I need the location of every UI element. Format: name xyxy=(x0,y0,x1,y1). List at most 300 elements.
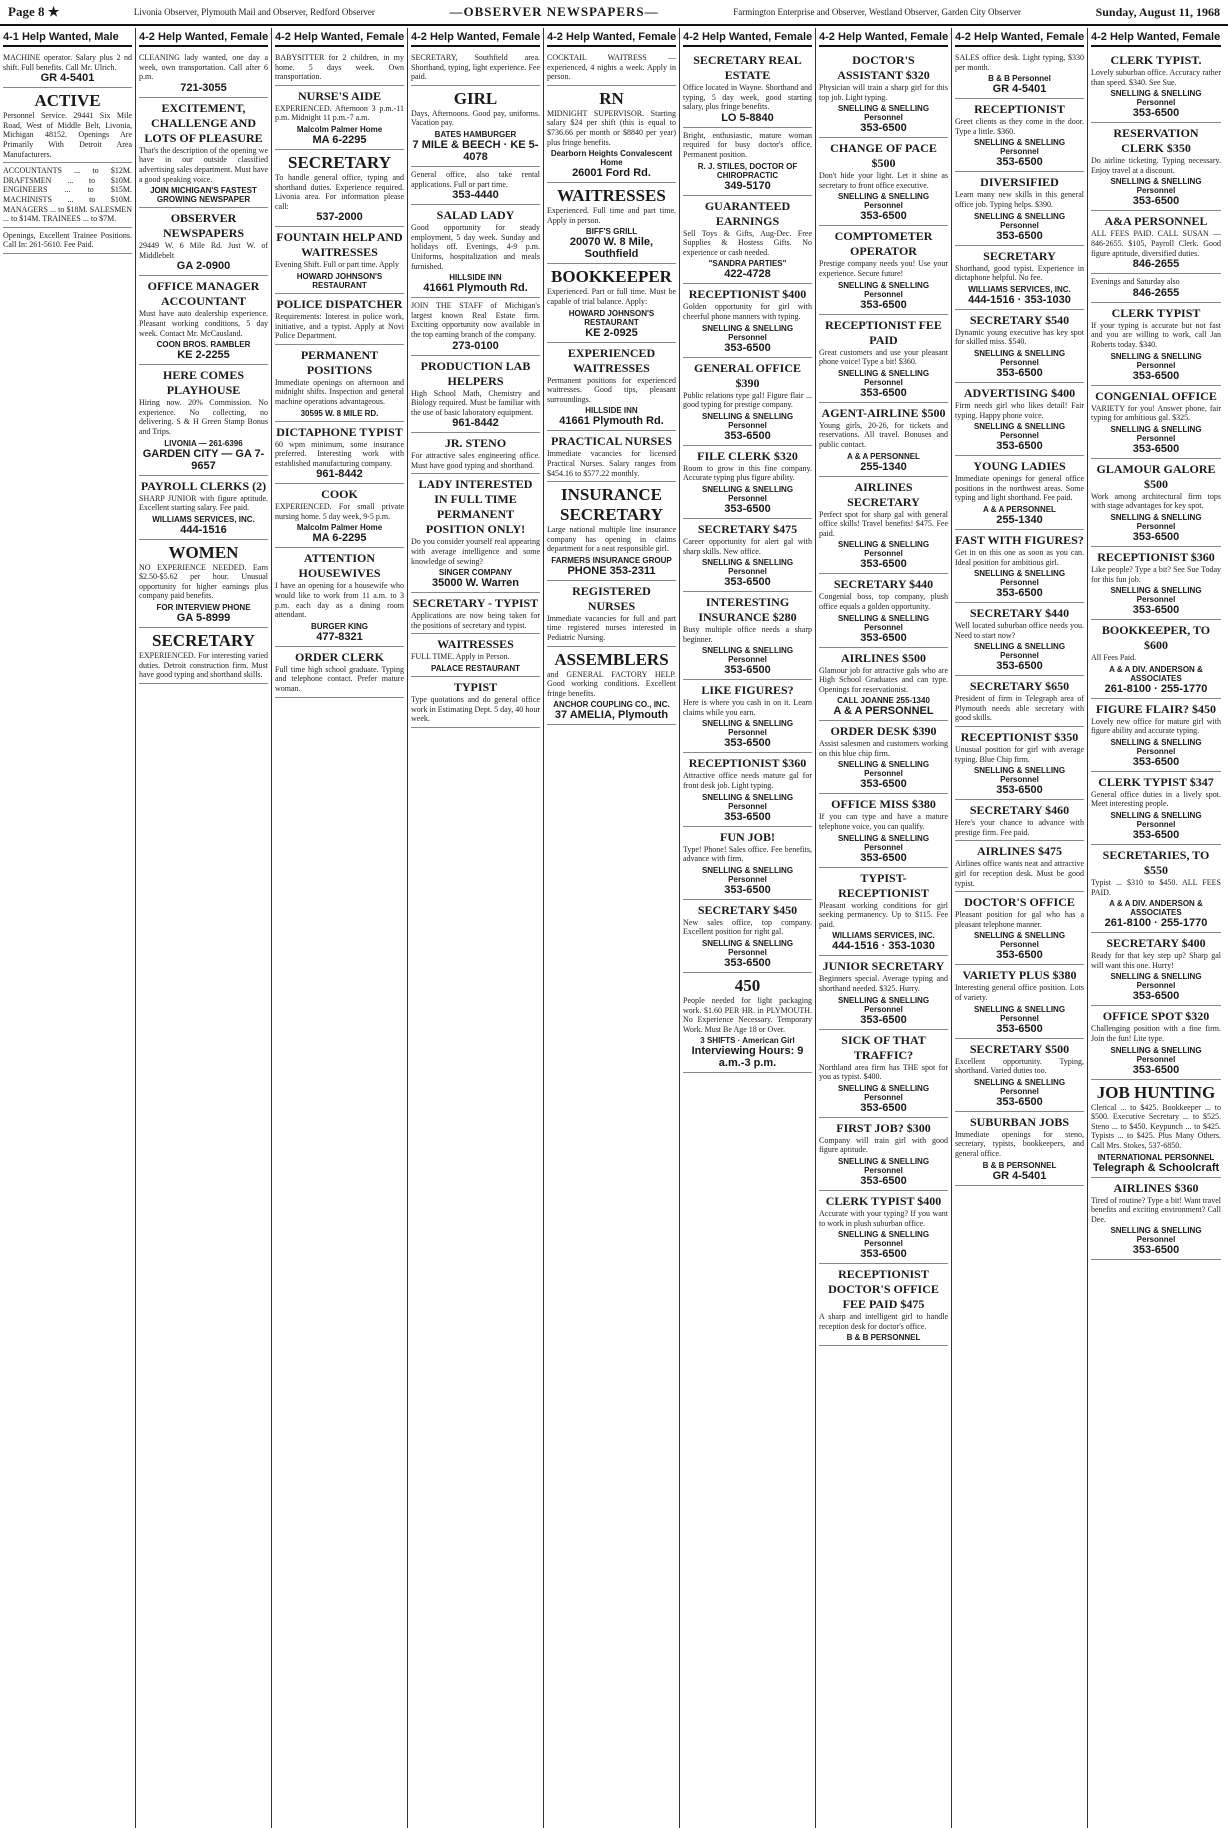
ad-title: SECRETARY $540 xyxy=(969,312,1070,327)
ad-advertiser: SNELLING & SNELLING Personnel xyxy=(837,833,930,852)
classified-ad xyxy=(683,753,812,826)
ad-advertiser: SNELLING & SNELLING Personnel xyxy=(837,368,930,387)
ad-advertiser: BURGER KING xyxy=(311,621,368,631)
ad-contact: 353-6500 xyxy=(860,778,907,791)
ad-advertiser: SNELLING & SNELLING Personnel xyxy=(973,138,1066,157)
ad-body: Interesting general office position. Lots of variety. xyxy=(955,983,1084,1002)
classified-ad xyxy=(955,1112,1084,1186)
ad-body: Young girls, 20-26, for tickets and reservations. All travel. Bonuses and public contact. xyxy=(819,420,948,449)
ad-body: Attractive office needs mature gal for front desk job. Light typing. xyxy=(683,771,812,791)
ad-body: Openings, Excellent Trainee Positions. Call In: 261-5610. Fee Paid. xyxy=(3,230,132,250)
ad-title: AGENT-AIRLINE $500 xyxy=(821,405,946,420)
ad-contact: GARDEN CITY — GA 7-9657 xyxy=(142,447,265,472)
ad-body: Applications are now being taken for the positions of secretary and typist. xyxy=(411,611,540,630)
classified-ad xyxy=(819,226,948,314)
classified-ad xyxy=(819,794,948,867)
ad-body: Great customers and use your pleasant phone voice! Type a bit! $360. xyxy=(819,347,948,367)
classified-ad xyxy=(547,647,676,726)
ad-title: RECEPTIONIST $400 xyxy=(688,287,807,302)
ad-title: ASSEMBLERS xyxy=(554,649,669,669)
ad-body: Sell Toys & Gifts, Aug-Dec. Free Supplies & Hostess Gifts. No experience or cash needed. xyxy=(683,228,812,257)
classified-column xyxy=(272,28,408,1828)
ad-title: JOB HUNTING xyxy=(1096,1082,1216,1102)
ad-advertiser: SNELLING & SNELLING Personnel xyxy=(1110,737,1202,756)
ad-body: New sales office, top company. Excellent position for right gal. xyxy=(683,917,812,937)
ad-body: Large national multiple line insurance company has opening in claims department for a neat responsible girl. xyxy=(547,525,676,554)
ad-body: SECRETARY, Southfield area. Shorthand, typing, light experience. Fee paid. xyxy=(411,53,540,82)
classified-ad xyxy=(275,345,404,422)
ad-body: People needed for light packaging work. $1.60 PER HR. in PLYMOUTH. No Experience Necessary. Temporary Work. Must Be Age 18 or Over. xyxy=(683,996,812,1034)
classified-ad xyxy=(683,284,812,357)
classified-ad xyxy=(139,98,268,208)
ad-body: Assist salesmen and customers working on this blue chip firm. xyxy=(819,739,948,758)
ad-title: RECEPTIONIST xyxy=(974,102,1065,117)
classified-ad xyxy=(1091,274,1221,303)
ad-body: Northland area firm has THE spot for you as typist. $400. xyxy=(819,1062,948,1082)
ad-advertiser: FOR INTERVIEW PHONE xyxy=(156,603,251,613)
ad-title: YOUNG LADIES xyxy=(973,459,1066,474)
ad-body: That's the description of the opening we have in our outside classified advertising sales department. Must have a good speaking voice. xyxy=(139,145,268,184)
ad-title: REGISTERED NURSES xyxy=(572,583,651,613)
section-header: 4-2 Help Wanted, Female xyxy=(411,29,540,47)
ad-advertiser: SNELLING & SNELLING Personnel xyxy=(837,1157,930,1175)
ad-body: Congenial boss, top company, plush office equals a golden opportunity. xyxy=(819,592,948,611)
ad-advertiser: SNELLING & SNELLING Personnel xyxy=(701,865,794,884)
classified-ad xyxy=(819,403,948,477)
ad-body: Room to grow in this fine company. Accurate typing plus figure ability. xyxy=(683,463,812,483)
classified-ad xyxy=(411,298,540,355)
ad-body: Lovely suburban office. Accuracy rather than speed. $340. See Sue. xyxy=(1091,68,1221,87)
classified-ad xyxy=(1091,386,1221,459)
ad-body: Beginners special. Average typing and shorthand needed. $325. Hurry. xyxy=(819,974,948,994)
classified-ad xyxy=(1091,1080,1221,1178)
ad-body: Immediate openings for general office positions in the northwest areas. Some typing and light shorthand. Fee paid. xyxy=(955,474,1084,503)
ad-advertiser: SNELLING & SNELLING Personnel xyxy=(973,348,1066,367)
ad-body: Requirements: Interest in police work, initiative, and a typist. Apply at Novi Police Department. xyxy=(275,311,404,341)
ad-advertiser: Malcolm Palmer Home xyxy=(296,124,383,134)
ad-title: RECEPTIONIST $350 xyxy=(960,730,1079,745)
ad-advertiser: SNELLING & SNELLING Personnel xyxy=(973,211,1066,230)
ad-contact: 961-8442 xyxy=(316,468,363,481)
ad-body: Learn many new skills in this general office job. Typing helps. $390. xyxy=(955,190,1084,209)
ad-body: Pleasant working conditions for girl seeking permanency. Up to $115. Fee paid. xyxy=(819,900,948,929)
ad-advertiser: BATES HAMBURGER xyxy=(434,129,517,139)
ad-body: Typist ... $310 to $450. ALL FEES PAID. xyxy=(1091,878,1221,897)
ad-body: ALL FEES PAID. CALL SUSAN — 846-2655. $105, Payroll Clerk. Good figure aptitude, diversified duties. xyxy=(1091,229,1221,258)
ad-advertiser: SNELLING & SNELLING Personnel xyxy=(1110,424,1202,443)
ad-body: EXPERIENCED. For interesting varied duties. Detroit construction firm. Must have good typing and shorthand skills. xyxy=(139,651,268,680)
ad-body: Clerical ... to $425. Bookkeeper ... to $500. Executive Secretary ... to $525. Steno ... to $450. Keypunch ... to $425. Typists ... to $425. Plus Many Others. Call Mrs. Stokes, 537-6850. xyxy=(1091,1102,1221,1150)
ad-title: BOOKKEEPER, TO $600 xyxy=(1101,623,1211,653)
ad-contact: 353-6500 xyxy=(996,949,1043,962)
ad-contact: 961-8442 xyxy=(452,417,499,430)
ad-title: ACTIVE xyxy=(34,91,101,111)
ad-title: AIRLINES $500 xyxy=(840,650,927,665)
ad-contact: 721-3055 xyxy=(180,81,227,94)
ad-title: WAITRESSES xyxy=(557,186,666,206)
ad-body: CLEANING lady wanted, one day a week, own transportation. Call after 6 p.m. xyxy=(139,53,268,82)
classified-column xyxy=(680,28,816,1828)
ad-body: Challenging position with a fine firm. Join the fun! Lite type. xyxy=(1091,1024,1221,1044)
ad-advertiser: B & B Personnel xyxy=(988,74,1051,84)
classified-ad xyxy=(683,128,812,196)
ad-body: Greet clients as they come in the door. Type a little. $360. xyxy=(955,117,1084,136)
classified-ad xyxy=(547,431,676,482)
classified-ad xyxy=(1091,1006,1221,1079)
ad-contact: MA 6-2295 xyxy=(312,532,367,545)
classified-ad xyxy=(139,50,268,98)
ad-body: If you can type and have a mature telephone voice, you can qualify. xyxy=(819,812,948,832)
ad-body: Immediate vacancies for licensed Practical Nurses. Salary ranges from $454.16 to $577.22 monthly. xyxy=(547,449,676,478)
classified-ad xyxy=(819,868,948,957)
ad-title: ADVERTISING $400 xyxy=(963,385,1076,400)
classified-ad xyxy=(683,680,812,753)
ad-body: Career opportunity for alert gal with sharp skills. New office. xyxy=(683,536,812,556)
ad-title: DICTAPHONE TYPIST xyxy=(276,424,403,439)
ad-contact: 353-6500 xyxy=(724,429,771,442)
ad-body: Lovely new office for mature girl with figure ability and accurate typing. xyxy=(1091,716,1221,736)
ad-contact: 444-1516 · 353-1030 xyxy=(968,293,1071,306)
ad-body: Airlines office wants neat and attractive girl for reception desk. Must be good typist. xyxy=(955,859,1084,888)
ad-title: FILE CLERK $320 xyxy=(697,448,798,463)
ad-body: and GENERAL FACTORY HELP. Good working conditions. Excellent fringe benefits. xyxy=(547,669,676,698)
ad-title: RECEPTIONIST $360 xyxy=(1097,549,1215,564)
newspaper-brand: —OBSERVER NEWSPAPERS— xyxy=(449,4,659,19)
classified-ad xyxy=(411,677,540,728)
classified-ad xyxy=(819,1264,948,1346)
ad-title: CONGENIAL OFFICE xyxy=(1095,388,1217,403)
ad-body: Accurate with your typing? If you want to work in plush suburban office. xyxy=(819,1209,948,1228)
ad-advertiser: SNELLING & SNELLING Personnel xyxy=(837,104,930,123)
ad-contact: 353-6500 xyxy=(860,298,907,311)
ad-body: COCKTAIL WAITRESS — experienced, 4 nights a week. Apply in person. xyxy=(547,53,676,82)
ad-title: OFFICE SPOT $320 xyxy=(1102,1009,1210,1024)
ad-contact: 353-6500 xyxy=(1132,990,1180,1003)
ad-title: CLERK TYPIST. xyxy=(1110,53,1202,67)
classified-ad xyxy=(1091,211,1221,274)
ad-body: Evenings and Saturday also xyxy=(1091,277,1180,287)
classified-column xyxy=(544,28,680,1828)
ad-body: Type! Phone! Sales office. Fee benefits, advance with firm. xyxy=(683,844,812,864)
classified-ad xyxy=(411,634,540,677)
ad-contact: 353-6500 xyxy=(860,1175,907,1187)
classified-ad xyxy=(819,138,948,226)
ad-contact: 353-6500 xyxy=(996,229,1043,242)
classified-ad xyxy=(411,86,540,167)
classified-ad xyxy=(547,183,676,264)
classified-ad xyxy=(955,841,1084,892)
ad-advertiser: B & B PERSONNEL xyxy=(982,1160,1057,1170)
classified-ad xyxy=(411,474,540,593)
ad-advertiser: R. J. STILES, DOCTOR OF CHIROPRACTIC xyxy=(697,161,798,180)
ad-title: WAITRESSES xyxy=(437,637,514,652)
classified-ad xyxy=(819,721,948,794)
ad-advertiser: SNELLING & SNELLING Personnel xyxy=(837,192,930,211)
ad-body: Days, Afternoons. Good pay, uniforms. Vacation pay. xyxy=(411,108,540,128)
ad-contact: 353-6500 xyxy=(1132,604,1180,617)
classified-column xyxy=(1088,28,1224,1828)
ad-body: EXPERIENCED. Afternoon 3 p.m.-11 p.m. Midnight 11 p.m.-7 a.m. xyxy=(275,103,404,123)
classified-ad xyxy=(411,167,540,205)
classified-ad xyxy=(683,196,812,285)
ad-contact: 353-6500 xyxy=(724,883,771,896)
ad-advertiser: SNELLING & SNELLING Personnel xyxy=(837,280,930,299)
classified-ad xyxy=(1091,303,1221,386)
classified-ad xyxy=(139,476,268,540)
ad-contact: 41661 Plymouth Rd. xyxy=(559,415,664,428)
ad-body: Firm needs girl who likes detail! Fair typing. Happy phone voice. xyxy=(955,400,1084,420)
ad-title: BOOKKEEPER xyxy=(551,267,672,287)
classified-ad xyxy=(139,276,268,365)
ad-advertiser: WILLIAMS SERVICES, INC. xyxy=(832,931,935,941)
ad-advertiser: SNELLING & SNELLING Personnel xyxy=(701,411,794,430)
classified-ad xyxy=(955,99,1084,172)
classified-ad xyxy=(955,727,1084,800)
section-header: 4-2 Help Wanted, Female xyxy=(139,29,268,47)
ad-body: All Fees Paid. xyxy=(1091,653,1137,663)
ad-title: VARIETY PLUS $380 xyxy=(962,968,1077,983)
classified-columns xyxy=(0,28,1228,1828)
ad-body: ACCOUNTANTS ... to $12M. DRAFTSMEN ... to $10M. ENGINEERS ... to $15M. MACHINISTS ... to $10M. MANAGERS ... to $18M. SALESMEN ... to $14M. TRAINEES ... to $7M. xyxy=(3,166,132,224)
classified-ad xyxy=(819,50,948,138)
classified-ad xyxy=(955,676,1084,727)
ad-advertiser: SNELLING & SNELLING Personnel xyxy=(973,1077,1066,1096)
ad-contact: 261-8100 · 255-1770 xyxy=(1104,917,1208,930)
ad-title: COOK xyxy=(321,487,358,502)
ad-contact: 353-6500 xyxy=(996,366,1043,379)
classified-column xyxy=(816,28,952,1828)
ad-title: RECEPTIONIST $360 xyxy=(688,756,807,771)
ad-body: For attractive sales engineering office. Must have good typing and shorthand. xyxy=(411,451,540,470)
ad-body: A sharp and intelligent girl to handle reception desk for doctor's office. xyxy=(819,1312,948,1331)
ad-advertiser: WILLIAMS SERVICES, INC. xyxy=(968,284,1071,294)
ad-title: FUN JOB! xyxy=(720,829,775,844)
classified-ad xyxy=(547,264,676,342)
ad-advertiser: FARMERS INSURANCE GROUP xyxy=(551,555,672,565)
ad-title: SECRETARY $650 xyxy=(969,679,1070,694)
ad-contact: Interviewing Hours: 9 a.m.-3 p.m. xyxy=(691,1045,804,1070)
ad-contact: 353-6500 xyxy=(724,957,771,970)
ad-contact: 353-4440 xyxy=(452,189,499,202)
section-header: 4-2 Help Wanted, Female xyxy=(547,29,676,47)
ad-body: Do you consider yourself real appearing with average intelligence and some knowledge of sewing? xyxy=(411,537,540,566)
ad-contact: 353-6500 xyxy=(1132,1063,1180,1076)
ad-title: PAYROLL CLERKS (2) xyxy=(140,478,267,493)
ad-advertiser: SNELLING & SNELLING Personnel xyxy=(973,642,1066,661)
ad-contact: 353-6500 xyxy=(1132,755,1180,768)
ad-body: Full time high school graduate. Typing and telephone contact. Prefer mature woman. xyxy=(275,664,404,694)
ad-title: SECRETARY $500 xyxy=(969,1041,1070,1056)
ad-contact: LO 5-8840 xyxy=(721,111,774,124)
ad-contact: 41661 Plymouth Rd. xyxy=(423,282,528,295)
ad-advertiser: CALL JOANNE 255-1340 xyxy=(837,696,930,706)
classified-ad xyxy=(819,477,948,575)
ad-body: High School Math, Chemistry and Biology required. Must be familiar with the use of basic laboratory equipment. xyxy=(411,388,540,417)
classified-ad xyxy=(547,581,676,647)
classified-ad xyxy=(275,227,404,294)
ad-body: 60 wpm minimum, some insurance preferred. Interesting work with established manufacturing company. xyxy=(275,439,404,468)
ad-advertiser: INTERNATIONAL PERSONNEL xyxy=(1097,1152,1215,1162)
ad-contact: Telegraph & Schoolcraft xyxy=(1092,1161,1220,1174)
ad-title: SECRETARIES, TO $550 xyxy=(1102,848,1210,878)
ad-body: Hiring now. 20% Commission. No experience. No collecting, no delivering. S & H Green Stamp Bonus and Trips. xyxy=(139,398,268,436)
classified-ad xyxy=(1091,1178,1221,1261)
classified-ad xyxy=(955,603,1084,676)
classified-ad xyxy=(3,163,132,228)
ad-contact: 353-6500 xyxy=(724,502,771,515)
ad-body: Company will train girl with good figure aptitude. xyxy=(819,1135,948,1155)
classified-ad xyxy=(139,628,268,684)
ad-contact: 353-6500 xyxy=(1132,829,1180,842)
ad-title: TYPIST-RECEPTIONIST xyxy=(838,870,929,900)
classified-ad xyxy=(411,433,540,474)
ad-contact: 353-6500 xyxy=(996,660,1043,673)
ad-contact: 255-1340 xyxy=(996,513,1043,526)
ad-contact: 444-1516 · 353-1030 xyxy=(832,940,935,953)
ad-advertiser: JOIN MICHIGAN'S FASTEST GROWING NEWSPAPER xyxy=(150,186,257,205)
ad-title: SICK OF THAT TRAFFIC? xyxy=(841,1032,926,1062)
ad-contact: 349-5170 xyxy=(724,179,771,192)
ad-body: Do airline ticketing. Typing necessary. Enjoy travel at a discount. xyxy=(1091,156,1221,175)
classified-ad xyxy=(955,456,1084,530)
ad-advertiser: A & A PERSONNEL xyxy=(847,451,920,461)
ad-title: SECRETARY $460 xyxy=(969,803,1070,818)
ad-title: JR. STENO xyxy=(444,436,507,451)
ad-body: Immediate openings for steno, secretary, typists, bookkeepers, and general office. xyxy=(955,1129,1084,1158)
ad-advertiser: SNELLING & SNELLING Personnel xyxy=(701,484,794,503)
ad-body: Unusual position for girl with average typing. Blue Chip firm. xyxy=(955,745,1084,764)
ad-title: A&A PERSONNEL xyxy=(1104,214,1208,229)
ad-body: Office located in Wayne. Shorthand and typing, 5 day week, good starting salary, plus fringe benefits. xyxy=(683,83,812,112)
classified-ad xyxy=(683,519,812,592)
classified-ad xyxy=(547,50,676,86)
classified-ad xyxy=(683,50,812,128)
ad-contact: 353-6500 xyxy=(860,1013,907,1026)
ad-title: TYPIST xyxy=(453,680,498,695)
ad-title: SECRETARY xyxy=(288,152,391,172)
ad-advertiser: HILLSIDE INN xyxy=(585,406,638,416)
ad-contact: 353-6500 xyxy=(724,341,771,354)
ad-contact: 26001 Ford Rd. xyxy=(572,167,651,180)
ad-body: Physician will train a sharp girl for this top job. Light typing. xyxy=(819,83,948,102)
ad-advertiser: WILLIAMS SERVICES, INC. xyxy=(152,514,255,524)
ad-contact: 444-1516 xyxy=(180,523,227,536)
classified-ad xyxy=(411,205,540,298)
classified-ad xyxy=(1091,772,1221,845)
ad-contact: 353-6500 xyxy=(996,587,1043,600)
ad-contact: 353-6500 xyxy=(860,1248,907,1261)
ad-contact: 353-6500 xyxy=(996,1022,1043,1035)
ad-title: LIKE FIGURES? xyxy=(701,683,794,698)
classified-ad xyxy=(683,973,812,1073)
right-papers: Farmington Enterprise and Observer, Westland Observer, Garden City Observer xyxy=(733,7,1022,17)
ad-body: Prestige company needs you! Use your experience. Secure future! xyxy=(819,259,948,278)
classified-ad xyxy=(275,484,404,548)
ad-contact: 261-8100 · 255-1770 xyxy=(1104,682,1208,695)
ad-title: FIRST JOB? $300 xyxy=(836,1120,931,1135)
ad-title: GIRL xyxy=(453,88,498,108)
classified-ad xyxy=(819,1191,948,1264)
ad-body: Immediate openings on afternoon and midnight shifts. Inspection and general machine operations advantageous. xyxy=(275,377,404,406)
classified-ad xyxy=(411,50,540,86)
ad-title: HERE COMES PLAYHOUSE xyxy=(162,368,244,398)
ad-advertiser: A & A DIV. ANDERSON & ASSOCIATES xyxy=(1109,899,1203,918)
ad-body: VARIETY for you! Answer phone, fair typing for ambitious gal. $325. xyxy=(1091,403,1221,423)
ad-title: OBSERVER NEWSPAPERS xyxy=(162,211,245,241)
ad-title: PERMANENT POSITIONS xyxy=(300,347,379,377)
ad-advertiser: SNELLING & SNELLING Personnel xyxy=(837,995,930,1014)
ad-title: DOCTOR'S ASSISTANT $320 xyxy=(837,53,930,82)
classified-ad xyxy=(1091,50,1221,123)
classified-ad xyxy=(3,228,132,254)
ad-contact: KE 2-2255 xyxy=(177,349,230,362)
ad-advertiser: "SANDRA PARTIES" xyxy=(708,259,787,269)
ad-advertiser: SNELLING & SNELLING Personnel xyxy=(837,540,930,559)
classified-ad xyxy=(411,356,540,434)
ad-body: Bright, enthusiastic, mature woman required for busy doctor's office. Permanent position. xyxy=(683,130,812,159)
ad-body: Here's your chance to advance with prestige firm. Fee paid. xyxy=(955,818,1084,837)
ad-advertiser: SNELLING & SNELLING Personnel xyxy=(701,558,794,577)
ad-body: Ready for that key step up? Sharp gal will want this one. Hurry! xyxy=(1091,951,1221,970)
ad-advertiser: SINGER COMPANY xyxy=(438,568,513,578)
ad-contact: 846-2655 xyxy=(1132,286,1180,299)
ad-body: If your typing is accurate but not fast and you are willing to work, call Jan Roberts today. $340. xyxy=(1091,320,1221,349)
classified-ad xyxy=(1091,933,1221,1006)
ad-title: SECRETARY - TYPIST xyxy=(412,596,539,611)
ad-contact: 353-6500 xyxy=(860,386,907,399)
classified-column xyxy=(952,28,1088,1828)
ad-contact: 37 AMELIA, Plymouth xyxy=(554,709,669,722)
ad-contact: MA 6-2295 xyxy=(312,133,367,146)
ad-title: INSURANCE SECRETARY xyxy=(560,485,663,525)
ad-advertiser: SNELLING & SNELLING Personnel xyxy=(1110,1045,1202,1064)
classified-ad xyxy=(1091,845,1221,933)
classified-ad xyxy=(955,246,1084,310)
classified-ad xyxy=(955,50,1084,99)
ad-advertiser: SNELLING & SNELLING Personnel xyxy=(837,1230,930,1249)
ad-title: OFFICE MISS $380 xyxy=(831,797,936,812)
ad-body: NO EXPERIENCE NEEDED. Earn $2.50-$5.62 per hour. Unusual opportunity for higher earnings plus company paid benefits. xyxy=(139,562,268,601)
ad-contact: 353-6500 xyxy=(860,1101,907,1114)
ad-title: GUARANTEED EARNINGS xyxy=(704,198,791,228)
ad-contact: 353-6500 xyxy=(996,440,1043,453)
ad-contact: 353-6500 xyxy=(860,631,907,644)
classified-ad xyxy=(819,648,948,722)
classified-ad xyxy=(275,86,404,150)
ad-contact: 353-6500 xyxy=(724,810,771,823)
ad-title: DIVERSIFIED xyxy=(980,175,1059,190)
ad-body: Work among architectural firm tops with stage advantages for key spot. xyxy=(1091,491,1221,511)
classified-ad xyxy=(955,1039,1084,1112)
ad-body: Well located suburban office needs you. Need to start now? xyxy=(955,621,1084,640)
ad-contact: GA 5-8999 xyxy=(176,612,231,625)
ad-advertiser: SNELLING & SNELLING Personnel xyxy=(1110,811,1202,830)
ad-contact: GA 2-0900 xyxy=(176,260,231,273)
ad-contact: GR 4-5401 xyxy=(992,83,1047,96)
ad-body: Experienced. Full time and part time. Apply in person. xyxy=(547,206,676,225)
ad-advertiser: Malcolm Palmer Home xyxy=(296,523,383,533)
ad-body: Tired of routine? Type a bit! Want travel benefits and exciting environment? Call Dee. xyxy=(1091,1195,1221,1224)
ad-advertiser: ANCHOR COUPLING CO., INC. xyxy=(553,700,670,710)
ad-title: RN xyxy=(599,88,624,108)
ad-contact: 353-6500 xyxy=(996,1095,1043,1108)
ad-body: Good opportunity for steady employment, 5 day week. Sunday and holidays off. Evenings, 4-9 p.m. Uniforms, hospitalization and meals furnished. xyxy=(411,223,540,271)
classified-ad xyxy=(683,446,812,519)
classified-ad xyxy=(955,383,1084,456)
ad-body: Here is where you cash in on it. Learn claims while you earn. xyxy=(683,698,812,717)
ad-title: WOMEN xyxy=(168,542,239,562)
classified-ad xyxy=(819,956,948,1029)
